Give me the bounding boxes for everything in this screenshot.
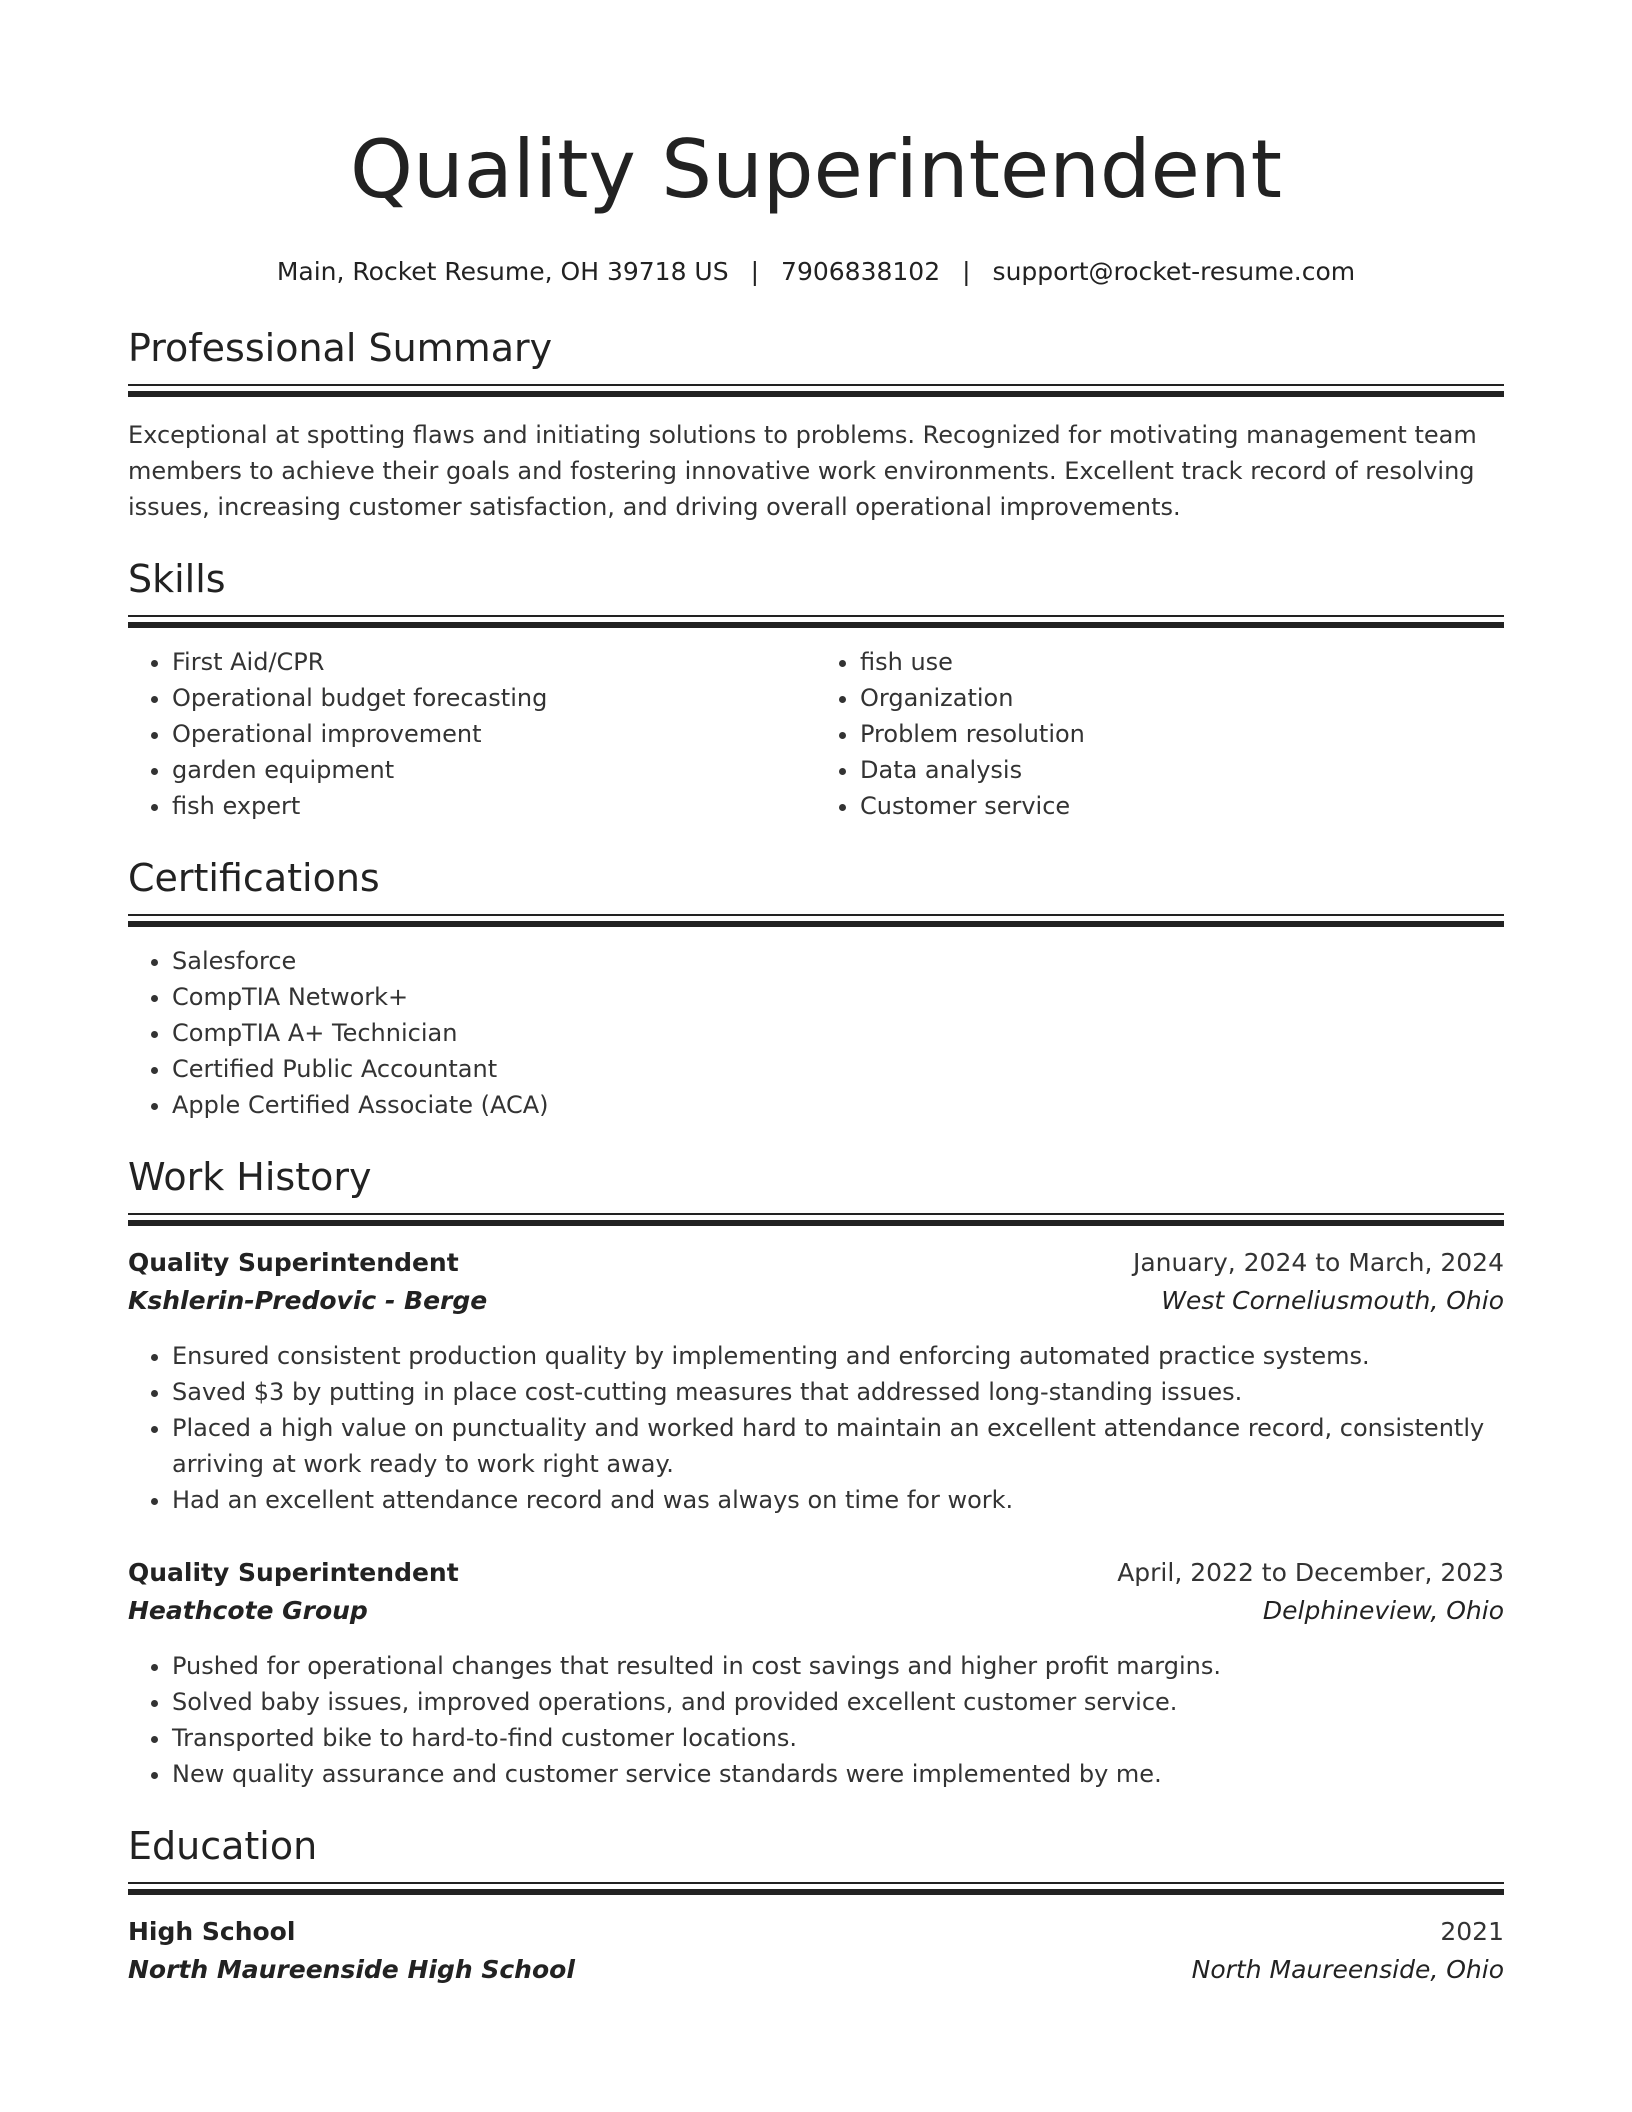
job-dates: April, 2022 to December, 2023: [1117, 1558, 1504, 1587]
section-divider: [128, 914, 1504, 927]
section-divider: [128, 384, 1504, 397]
education-header-row: [128, 1913, 1504, 1951]
skill-item: • fish use: [860, 644, 1504, 680]
job-company: Heathcote Group: [128, 1596, 368, 1625]
job-bullet: • Solved baby issues, improved operations, and provided excellent customer service.: [172, 1684, 1504, 1720]
job-bullet: • New quality assurance and customer service standards were implemented by me.: [172, 1756, 1504, 1792]
summary-text: Exceptional at spotting flaws and initiating solutions to problems. Recognized for motivating management team members to achieve their goals and fostering innovative work environments. Excellent track record of resolving issues, increasing customer satisfaction, and driving overall operational improvements.: [128, 421, 1477, 521]
job-bullet: • Transported bike to hard-to-find customer locations.: [172, 1720, 1504, 1756]
education-year: 2021: [1440, 1917, 1504, 1946]
certifications-section: [128, 854, 1504, 1123]
contact-address: Main, Rocket Resume, OH 39718 US: [276, 257, 729, 286]
work-history-heading: Work History: [128, 1155, 372, 1199]
job-company: Kshlerin-Predovic - Berge: [128, 1286, 488, 1315]
education-heading: Education: [128, 1824, 318, 1868]
skill-item: • Data analysis: [860, 752, 1504, 788]
certifications-list: [128, 943, 1504, 1123]
skill-item: • Operational budget forecasting: [172, 680, 816, 716]
contact-separator: |: [962, 257, 971, 286]
skill-item: • fish expert: [172, 788, 816, 824]
job-bullet: • Placed a high value on punctuality and worked hard to maintain an excellent attendance record, consistently arriving at work ready to work right away.: [172, 1410, 1504, 1482]
summary-section: [128, 324, 1504, 525]
education-section: [128, 1822, 1504, 1989]
skills-grid: [128, 628, 1504, 824]
skills-list-left: [128, 644, 816, 824]
education-degree: High School: [128, 1917, 296, 1946]
job-location: Delphineview, Ohio: [1262, 1596, 1504, 1625]
summary-heading: Professional Summary: [128, 326, 553, 370]
education-school-row: [128, 1951, 1504, 1989]
job-bullet: • Ensured consistent production quality by implementing and enforcing automated practice systems.: [172, 1338, 1504, 1374]
certification-item: • Certified Public Accountant: [172, 1051, 1504, 1087]
skill-item: • Organization: [860, 680, 1504, 716]
contact-phone: 7906838102: [781, 257, 941, 286]
resume-title: Quality Superintendent: [350, 123, 1282, 216]
work-history-section: [128, 1153, 1504, 1792]
job-title: Quality Superintendent: [128, 1558, 459, 1587]
job-header-row: [128, 1244, 1504, 1282]
contact-separator: |: [750, 257, 760, 286]
job-bullets: [128, 1338, 1504, 1518]
job-company-row: [128, 1282, 1504, 1320]
job-title: Quality Superintendent: [128, 1248, 459, 1277]
job-entry: [128, 1554, 1504, 1792]
skill-item: • Operational improvement: [172, 716, 816, 752]
education-location: North Maureenside, Ohio: [1191, 1955, 1504, 1984]
certification-item: • Salesforce: [172, 943, 1504, 979]
job-bullet: • Had an excellent attendance record and was always on time for work.: [172, 1482, 1504, 1518]
contact-email: support@rocket-resume.com: [992, 257, 1356, 286]
education-entry: [128, 1913, 1504, 1989]
job-dates: January, 2024 to March, 2024: [1132, 1248, 1504, 1277]
job-bullet: • Saved $3 by putting in place cost-cutting measures that addressed long-standing issues.: [172, 1374, 1504, 1410]
job-company-row: [128, 1592, 1504, 1630]
skills-list-right: [816, 644, 1504, 824]
section-divider: [128, 1213, 1504, 1226]
certification-item: • CompTIA A+ Technician: [172, 1015, 1504, 1051]
skill-item: • Customer service: [860, 788, 1504, 824]
section-divider: [128, 615, 1504, 628]
skill-item: • Problem resolution: [860, 716, 1504, 752]
job-location: West Corneliusmouth, Ohio: [1161, 1286, 1504, 1315]
section-divider: [128, 1882, 1504, 1895]
certification-item: • CompTIA Network+: [172, 979, 1504, 1015]
skill-item: • First Aid/CPR: [172, 644, 816, 680]
skills-section: [128, 555, 1504, 824]
job-entry: [128, 1244, 1504, 1518]
certification-item: • Apple Certified Associate (ACA): [172, 1087, 1504, 1123]
job-bullets: [128, 1648, 1504, 1792]
job-bullet: • Pushed for operational changes that resulted in cost savings and higher profit margins.: [172, 1648, 1504, 1684]
education-school: North Maureenside High School: [128, 1955, 575, 1984]
skill-item: • garden equipment: [172, 752, 816, 788]
certifications-heading: Certifications: [128, 856, 380, 900]
job-header-row: [128, 1554, 1504, 1592]
skills-heading: Skills: [128, 557, 226, 601]
contact-line: [128, 256, 1504, 288]
